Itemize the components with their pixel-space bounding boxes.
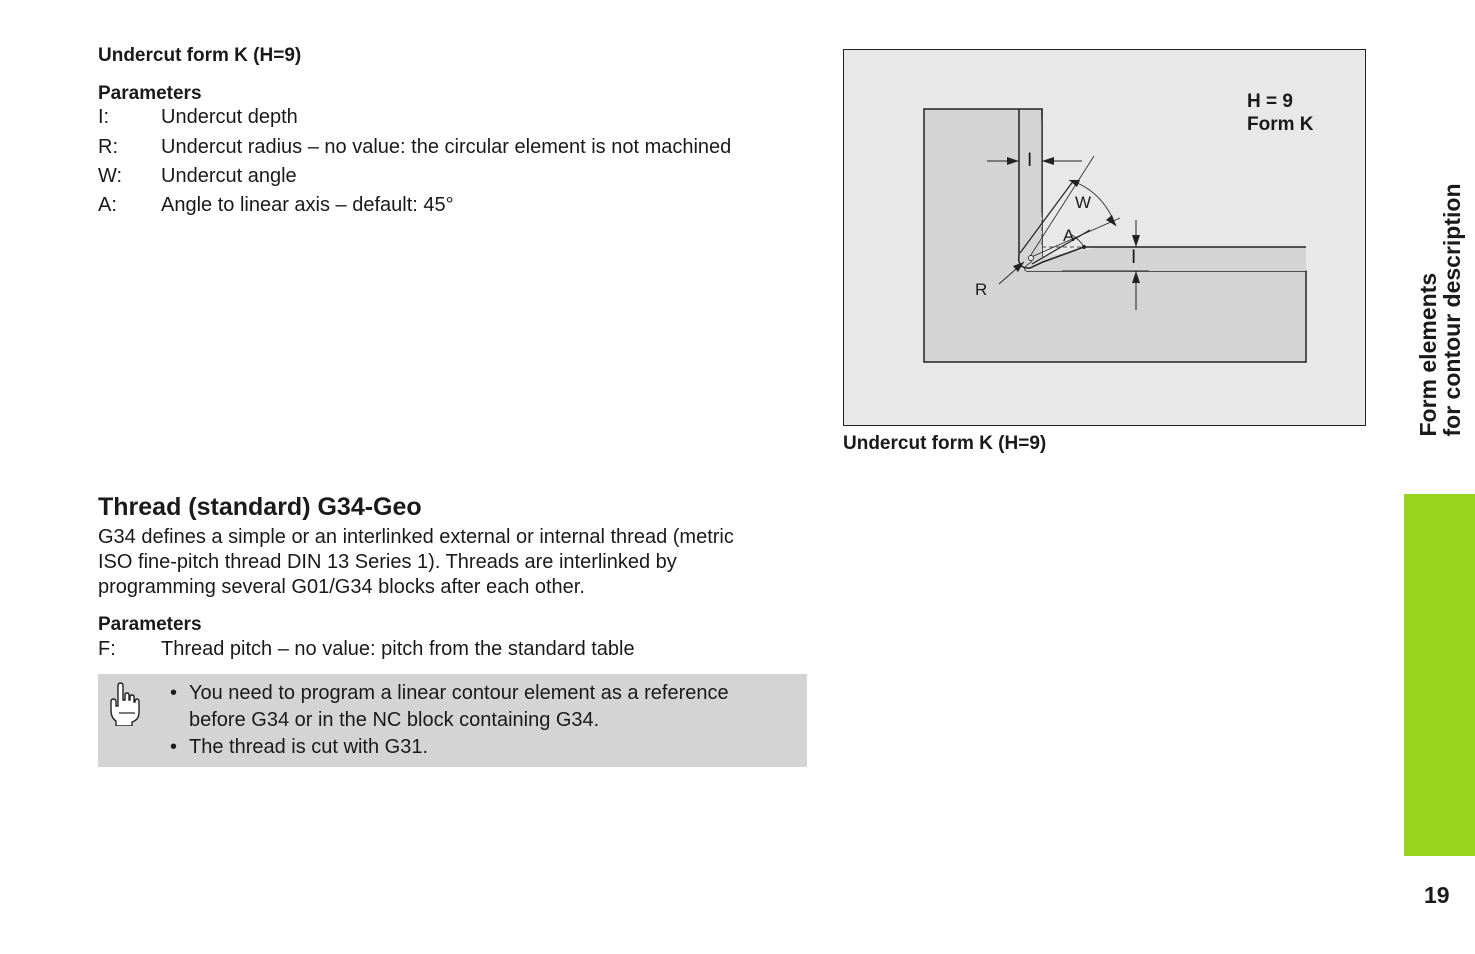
thread-desc-line: G34 defines a simple or an interlinked external or internal thread (metric [98, 526, 734, 548]
thread-description [98, 525, 734, 599]
parameters-heading: Parameters [98, 614, 202, 635]
param-row-f [98, 637, 635, 661]
bullet: • [170, 736, 178, 758]
dim-label-i-top: I [1027, 150, 1033, 171]
figure-label-form: Form K [1247, 114, 1314, 135]
param-key: I: [98, 106, 110, 128]
page-number: 19 [1424, 882, 1450, 908]
figure-caption: Undercut form K (H=9) [843, 433, 1047, 454]
note-box [98, 674, 807, 767]
param-key: F: [98, 638, 116, 660]
param-text: Undercut angle [161, 165, 297, 187]
note-item [170, 680, 729, 734]
workpiece-body [924, 109, 1306, 362]
thread-desc-line: ISO fine-pitch thread DIN 13 Series 1). Threads are interlinked by [98, 551, 677, 573]
param-text: Thread pitch – no value: pitch from the standard table [161, 638, 635, 660]
note-item [170, 734, 428, 761]
param-text: Undercut depth [161, 106, 298, 128]
chapter-tab [1404, 494, 1475, 856]
thread-desc-line: programming several G01/G34 blocks after each other. [98, 576, 585, 598]
section-heading-undercut: Undercut form K (H=9) [98, 45, 302, 66]
param-row-w [98, 164, 297, 188]
param-text: Angle to linear axis – default: 45° [161, 194, 454, 216]
figure-label-h: H = 9 [1247, 91, 1293, 112]
dim-label-r: R [975, 280, 988, 299]
pointing-hand-icon [108, 682, 140, 726]
param-key: A: [98, 194, 117, 216]
note-item-text: before G34 or in the NC block containing G34. [189, 709, 600, 731]
param-key: W: [98, 165, 123, 187]
dim-label-a: A [1063, 226, 1075, 245]
parameters-heading: Parameters [98, 83, 202, 104]
dim-label-i-right: I [1131, 247, 1137, 268]
param-row-r [98, 135, 731, 159]
note-item-text: The thread is cut with G31. [189, 736, 429, 758]
side-title-line: Form elements [1415, 272, 1441, 437]
note-item-text: You need to program a linear contour element as a reference [189, 682, 729, 704]
bullet: • [170, 682, 178, 704]
param-row-a [98, 193, 454, 217]
side-title-line: for contour description [1439, 183, 1465, 437]
undercut-figure [843, 49, 1366, 426]
param-text: Undercut radius – no value: the circular element is not machined [161, 136, 732, 158]
param-key: R: [98, 136, 118, 158]
section-heading-thread: Thread (standard) G34-Geo [98, 493, 422, 521]
param-row-i [98, 105, 298, 129]
dim-label-w: W [1075, 193, 1092, 212]
